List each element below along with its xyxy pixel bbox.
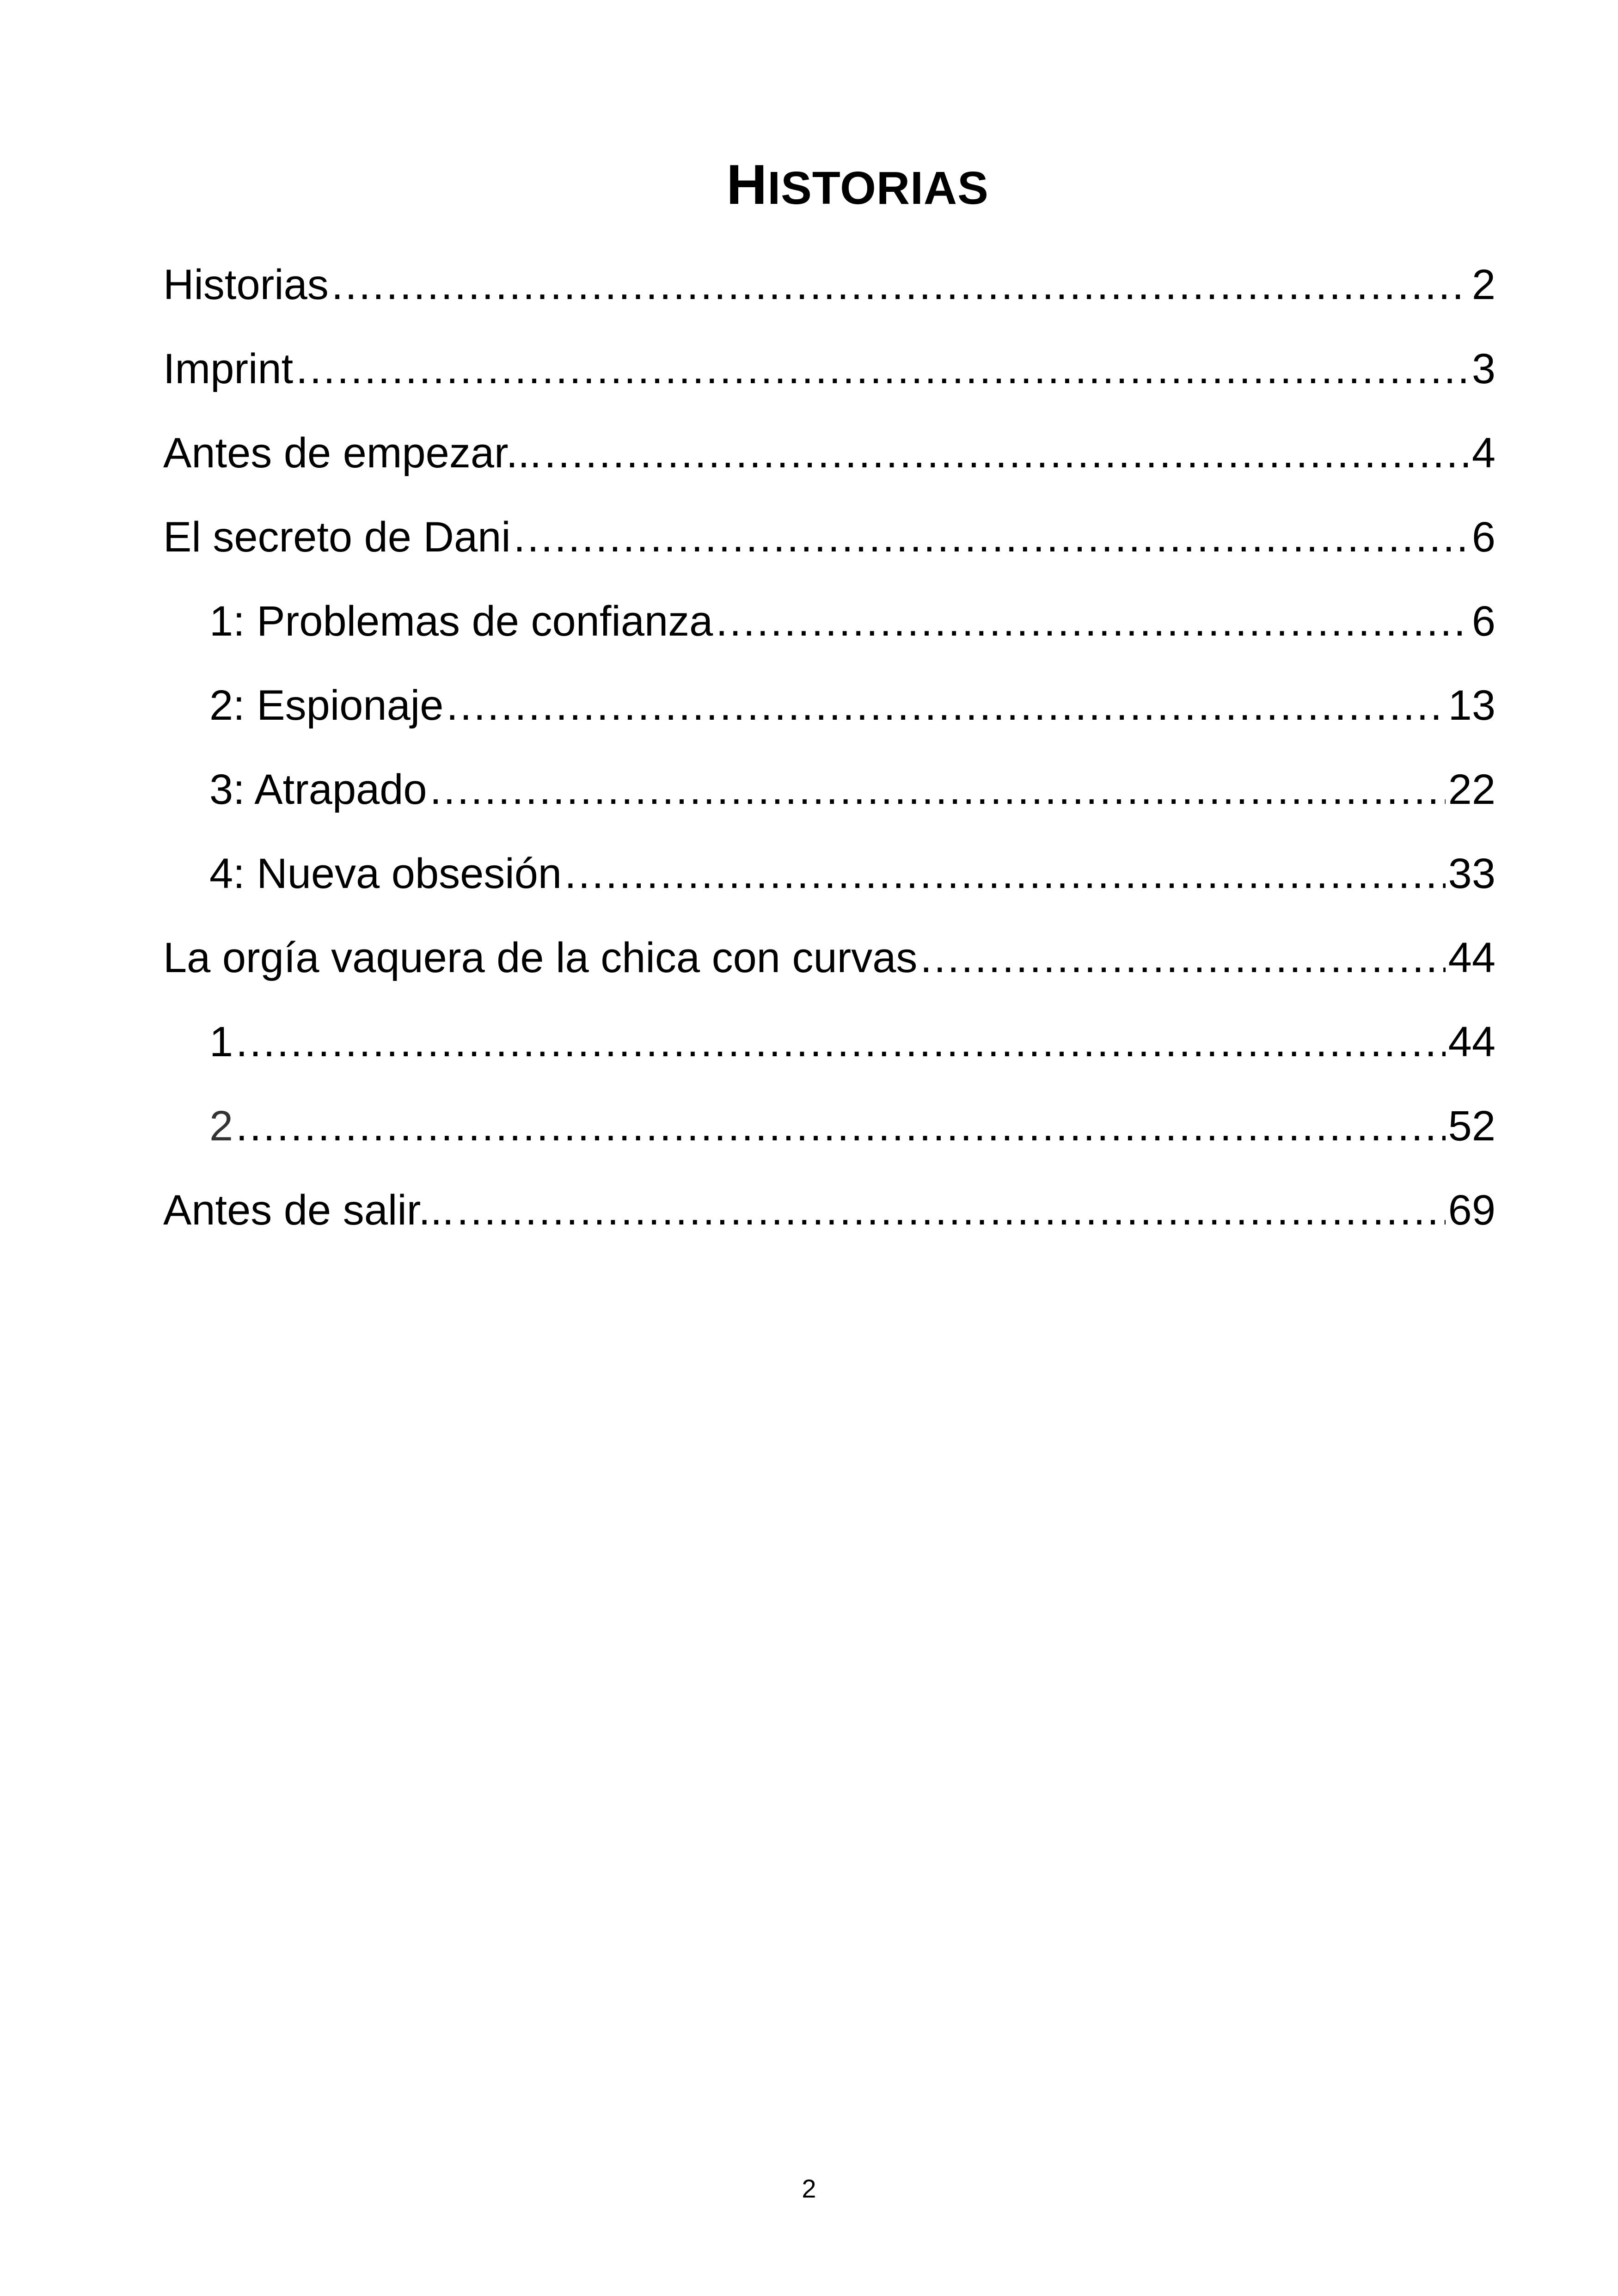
toc-entry-page: 6 [1471, 514, 1495, 561]
toc-dot-leader [446, 673, 1445, 738]
toc-entry-label: 3: Atrapado [209, 766, 427, 813]
toc-entry-label: 2: Espionaje [209, 682, 444, 729]
toc-entry-la-orgia-vaquera[interactable] [163, 925, 1495, 1010]
toc-entry-el-secreto-de-dani[interactable] [163, 505, 1495, 589]
toc-entry-page: 33 [1448, 850, 1495, 897]
table-of-contents [163, 252, 1495, 1262]
toc-entry-page: 69 [1448, 1187, 1495, 1234]
toc-entry-page: 6 [1471, 598, 1495, 645]
toc-dot-leader [430, 757, 1446, 822]
toc-entry-label: Antes de empezar... [163, 429, 542, 477]
toc-entry-label: El secreto de Dani [163, 514, 511, 561]
toc-entry-part-2[interactable] [163, 1094, 1495, 1178]
toc-entry-label: 2 [209, 1102, 233, 1150]
toc-entry-page: 13 [1448, 682, 1495, 729]
page-number: 2 [802, 2174, 816, 2203]
toc-entry-nueva-obsesion[interactable] [163, 841, 1495, 925]
toc-entry-antes-de-salir[interactable] [163, 1178, 1495, 1262]
toc-dot-leader [296, 337, 1469, 401]
toc-entry-page: 52 [1448, 1102, 1495, 1150]
toc-entry-page: 44 [1448, 1018, 1495, 1065]
toc-entry-problemas-de-confianza[interactable] [163, 589, 1495, 673]
toc-entry-historias[interactable] [163, 252, 1495, 337]
toc-entry-espionaje[interactable] [163, 673, 1495, 757]
toc-entry-label: 1: Problemas de confianza [209, 598, 713, 645]
toc-dot-leader [236, 1094, 1445, 1158]
toc-dot-leader [920, 925, 1445, 990]
toc-entry-antes-de-empezar[interactable] [163, 421, 1495, 505]
toc-entry-page: 4 [1471, 429, 1495, 477]
title-rest: ISTORIAS [767, 162, 989, 214]
toc-dot-leader [514, 505, 1469, 569]
page-title [0, 152, 1618, 220]
toc-entry-page: 22 [1448, 766, 1495, 813]
toc-dot-leader [331, 252, 1469, 317]
toc-entry-label: 4: Nueva obsesión [209, 850, 562, 897]
toc-entry-label: Historias [163, 261, 329, 308]
toc-entry-imprint[interactable] [163, 337, 1495, 421]
toc-entry-label: La orgía vaquera de la chica con curvas [163, 934, 918, 981]
toc-entry-page: 3 [1471, 345, 1495, 392]
toc-entry-atrapado[interactable] [163, 757, 1495, 841]
toc-entry-label: 1 [209, 1018, 233, 1065]
toc-dot-leader [716, 589, 1469, 654]
toc-dot-leader [544, 421, 1469, 485]
title-first-letter: H [726, 153, 768, 216]
toc-entry-label: Imprint [163, 345, 294, 392]
toc-entry-label: Antes de salir... [163, 1187, 454, 1234]
toc-entry-page: 44 [1448, 934, 1495, 981]
toc-dot-leader [457, 1178, 1446, 1243]
toc-dot-leader [236, 1010, 1445, 1074]
toc-dot-leader [564, 841, 1446, 906]
toc-entry-part-1[interactable] [163, 1010, 1495, 1094]
toc-entry-page: 2 [1471, 261, 1495, 308]
